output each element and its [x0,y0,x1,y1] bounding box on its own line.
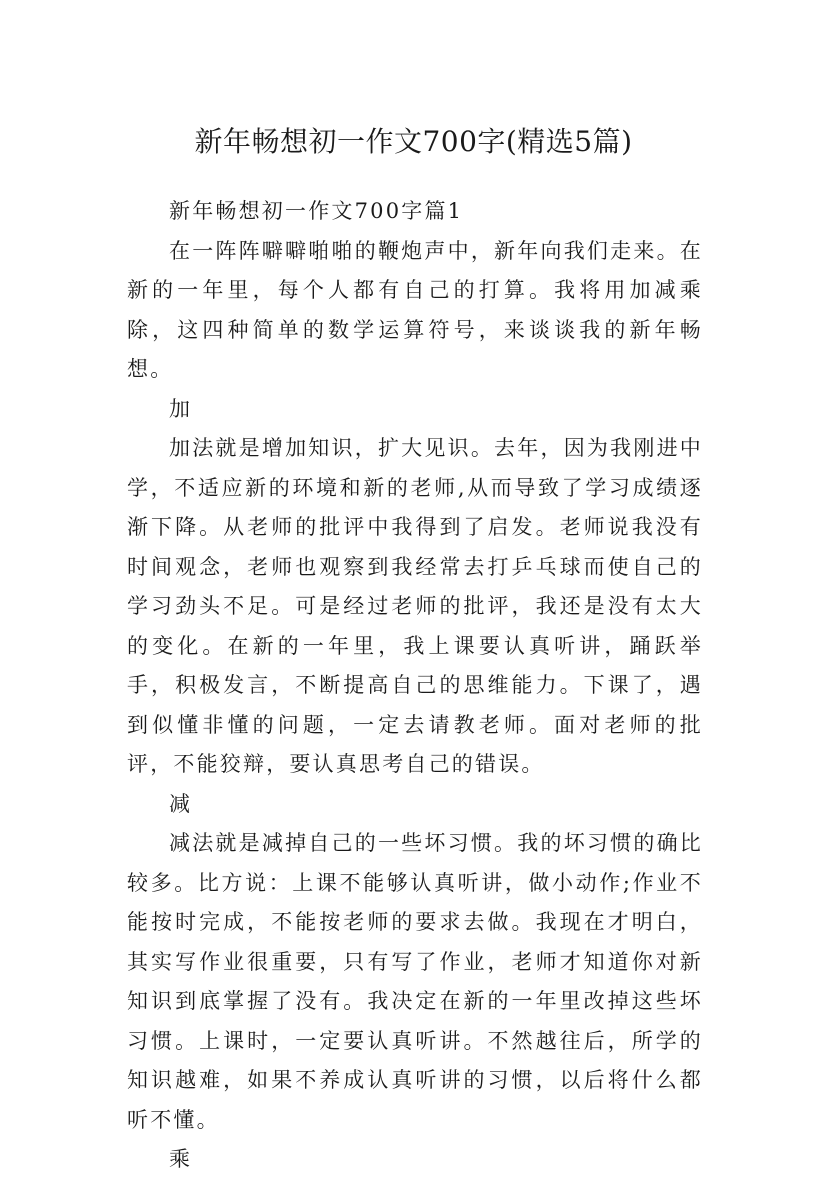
document-title: 新年畅想初一作文700字(精选5篇) [194,124,633,158]
section-heading: 新年畅想初一作文700字篇1 [169,199,464,223]
document-body [127,192,703,1180]
section-label-subtract: 减 [169,791,193,816]
paragraph: 加法就是增加知识，扩大见识。去年，因为我刚进中学，不适应新的环境和新的老师,从而导致了学习成绩逐渐下降。从老师的批评中我得到了启发。老师说我没有时间观念，老师也观察到我经常去打乒乓球而使自己的学习劲头不足。可是经过老师的批评，我还是没有太大的变化。在新的一年里，我上课要认真听讲，踊跃举手，积极发言，不断提高自己的思维能力。下课了，遇到似懂非懂的问题，一定去请教老师。面对老师的批评，不能狡辩，要认真思考自己的错误。 [127,436,703,776]
section-label-multiply: 乘 [169,1147,193,1171]
paragraph: 减法就是减掉自己的一些坏习惯。我的坏习惯的确比较多。比方说：上课不能够认真听讲，做小动作;作业不能按时完成，不能按老师的要求去做。我现在才明白，其实写作业很重要，只有写了作业，老师才知道你对新知识到底掌握了没有。我决定在新的一年里改掉这些坏习惯。上课时，一定要认真听讲。不然越往后，所学的知识越难，如果不养成认真听讲的习惯，以后将什么都听不懂。 [127,831,703,1132]
section-label-add: 加 [169,396,193,421]
paragraph: 在一阵阵噼噼啪啪的鞭炮声中，新年向我们走来。在新的一年里，每个人都有自己的打算。我将用加减乘除，这四种简单的数学运算符号，来谈谈我的新年畅想。 [127,238,703,381]
